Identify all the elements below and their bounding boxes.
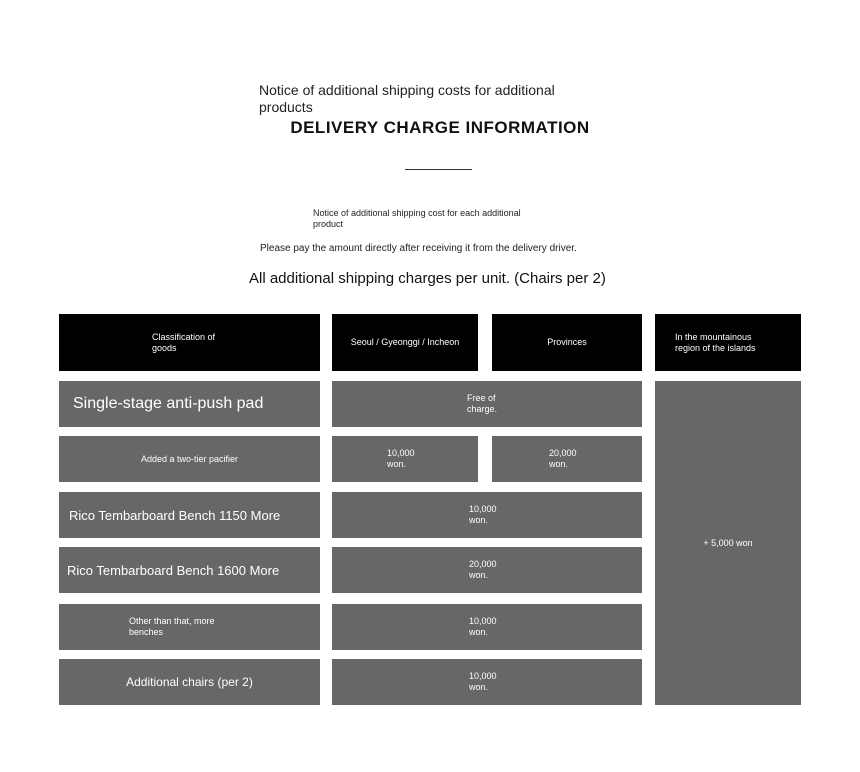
table-row-item [59, 381, 320, 427]
item-label: Rico Tembarboard Bench 1600 More [67, 562, 280, 578]
column-header-classification [59, 314, 320, 371]
title-divider [405, 169, 472, 170]
table-row-charge [332, 492, 642, 538]
charge-value: Free of charge. [467, 393, 498, 414]
charge-value: 20,000 won. [469, 559, 497, 580]
table-row-charge [332, 381, 642, 427]
table-row-item [59, 547, 320, 593]
table-row-charge-provinces [492, 436, 642, 482]
notice-top: Notice of additional shipping costs for additional products [259, 82, 555, 115]
item-label: Single-stage anti-push pad [73, 395, 264, 412]
charge-value: 10,000 won. [387, 448, 415, 469]
charge-value: 20,000 won. [549, 448, 577, 469]
column-header-label: Classification of goods [152, 331, 216, 353]
table-row-item [59, 492, 320, 538]
island-charge-value: + 5,000 won [703, 537, 753, 548]
column-header-label: Seoul / Gyeonggi / Incheon [350, 337, 460, 347]
island-charge-cell [655, 381, 801, 705]
item-label: Rico Tembarboard Bench 1150 More [69, 507, 281, 523]
column-header-provinces [492, 314, 642, 371]
column-header-islands [655, 314, 801, 371]
column-header-label: In the mountainous region of the islands [675, 331, 756, 353]
all-charges-note: All additional shipping charges per unit. (Chairs per 2) [249, 270, 606, 287]
table-row-charge [332, 604, 642, 650]
column-header-label: Provinces [547, 337, 587, 347]
table-row-item [59, 659, 320, 705]
charge-value: 10,000 won. [469, 671, 497, 692]
column-header-seoul [332, 314, 478, 371]
item-label: Added a two-tier pacifier [140, 453, 239, 464]
notice-sub: Notice of additional shipping cost for each additional product [313, 208, 521, 229]
charge-value: 10,000 won. [469, 616, 497, 637]
page-title: DELIVERY CHARGE INFORMATION [290, 118, 590, 137]
item-label: Additional chairs (per 2) [126, 675, 253, 689]
table-row-charge-seoul [332, 436, 478, 482]
table-row-charge [332, 547, 642, 593]
table-row-item [59, 604, 320, 650]
pay-note: Please pay the amount directly after receiving it from the delivery driver. [260, 243, 577, 254]
table-row-item [59, 436, 320, 482]
item-label: Other than that, more benches [129, 616, 215, 637]
charge-value: 10,000 won. [469, 504, 497, 525]
table-row-charge [332, 659, 642, 705]
